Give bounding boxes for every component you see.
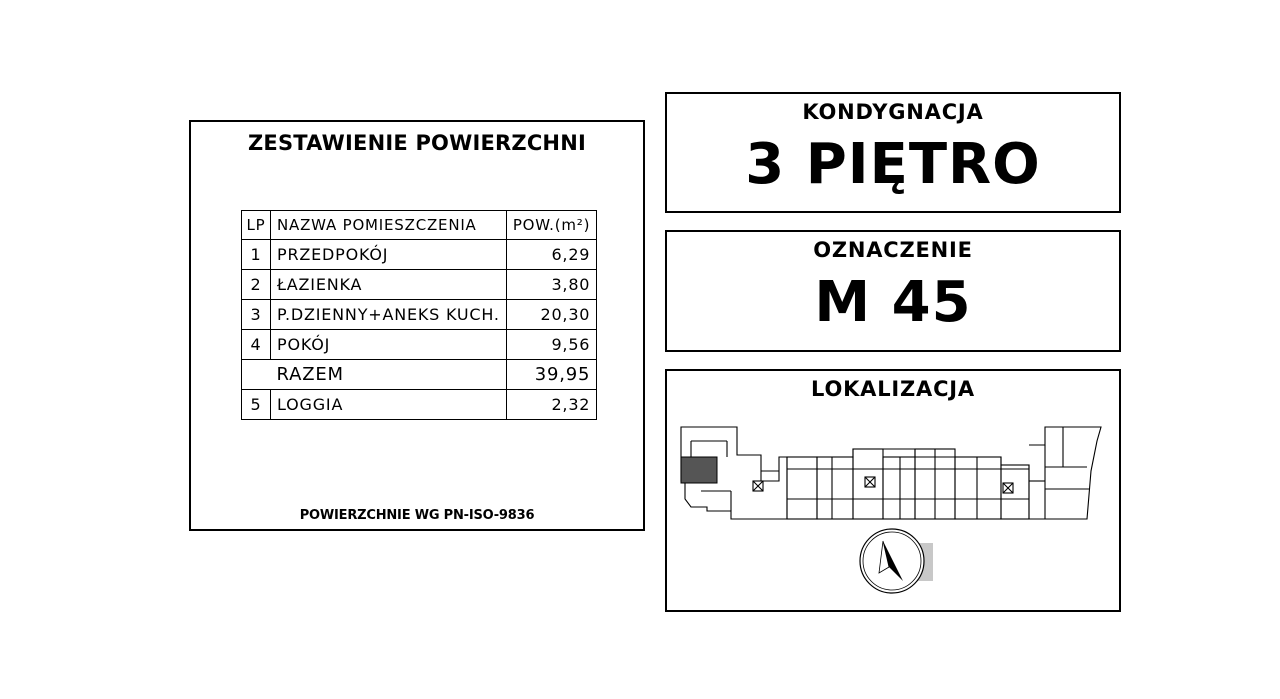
- location-plan: [667, 371, 1118, 609]
- designation-box: [665, 230, 1121, 352]
- room-name: LOGGIA: [271, 390, 507, 420]
- room-area: 6,29: [506, 240, 596, 270]
- table-row: [242, 390, 597, 420]
- table-header-row: [242, 211, 597, 240]
- room-area: 2,32: [506, 390, 596, 420]
- room-name: PRZEDPOKÓJ: [271, 240, 507, 270]
- room-lp: 2: [242, 270, 271, 300]
- room-name: ŁAZIENKA: [271, 270, 507, 300]
- room-lp: 4: [242, 330, 271, 360]
- total-area: 39,95: [506, 360, 596, 390]
- room-lp: 5: [242, 390, 271, 420]
- location-box: [665, 369, 1121, 612]
- north-arrow-icon: [860, 529, 933, 593]
- designation-label: OZNACZENIE: [813, 238, 973, 262]
- floor-label: KONDYGNACJA: [802, 100, 984, 124]
- area-summary-panel: [189, 120, 645, 531]
- summary-title: ZESTAWIENIE POWIERZCHNI: [247, 131, 586, 155]
- designation-value: M 45: [814, 270, 972, 335]
- table-row: [242, 330, 597, 360]
- table-row: [242, 270, 597, 300]
- total-row: [242, 360, 597, 390]
- room-name: P.DZIENNY+ANEKS KUCH.: [271, 300, 507, 330]
- floor-value: 3 PIĘTRO: [745, 132, 1041, 197]
- standard-note: POWIERZCHNIE WG PN-ISO-9836: [299, 508, 535, 523]
- area-table: [241, 210, 597, 420]
- table-row: [242, 300, 597, 330]
- header-area: POW.(m²): [506, 211, 596, 240]
- room-area: 20,30: [506, 300, 596, 330]
- floor-box: [665, 92, 1121, 213]
- room-area: 9,56: [506, 330, 596, 360]
- building-outline: [681, 427, 1101, 519]
- room-lp: 1: [242, 240, 271, 270]
- room-name: POKÓJ: [271, 330, 507, 360]
- header-lp: LP: [242, 211, 271, 240]
- total-label: RAZEM: [271, 360, 507, 390]
- total-spacer: [242, 360, 271, 390]
- location-label: LOKALIZACJA: [811, 377, 975, 401]
- table-row: [242, 240, 597, 270]
- room-area: 3,80: [506, 270, 596, 300]
- header-name: NAZWA POMIESZCZENIA: [271, 211, 507, 240]
- apartment-highlight: [681, 457, 717, 483]
- room-lp: 3: [242, 300, 271, 330]
